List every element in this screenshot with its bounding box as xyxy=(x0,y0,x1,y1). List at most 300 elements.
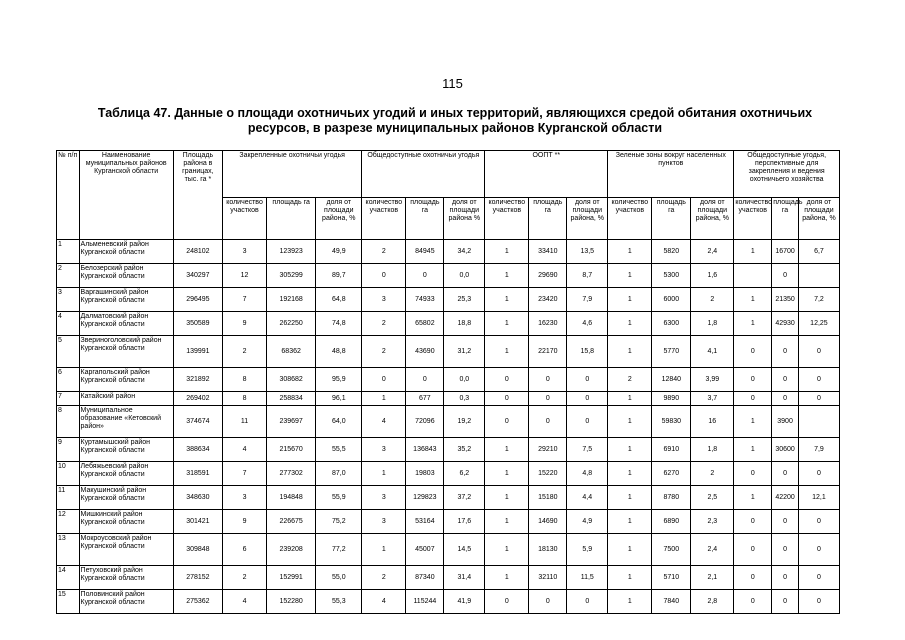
table-cell: 1,8 xyxy=(691,312,734,336)
table-cell: 12 xyxy=(222,264,266,288)
table-cell: 45007 xyxy=(406,534,444,566)
table-cell: 29690 xyxy=(529,264,567,288)
subheader-cell: доля от площади района % xyxy=(444,198,485,240)
table-cell: 0 xyxy=(798,510,839,534)
district-name: Лебяжьевский район Курганской области xyxy=(79,462,173,486)
table-cell: 35,2 xyxy=(444,438,485,462)
table-cell: 0,0 xyxy=(444,264,485,288)
district-name: Куртамышский район Курганской области xyxy=(79,438,173,462)
table-cell: 64,0 xyxy=(316,406,362,438)
table-cell: 3900 xyxy=(772,406,799,438)
table-cell: 0 xyxy=(567,368,608,392)
table-cell: 5300 xyxy=(652,264,691,288)
table-row xyxy=(57,534,840,566)
district-name: Мишкинский район Курганской области xyxy=(79,510,173,534)
row-number: 1 xyxy=(57,240,80,264)
row-number: 2 xyxy=(57,264,80,288)
table-cell: 215670 xyxy=(267,438,316,462)
table-cell: 1,8 xyxy=(691,438,734,462)
table-cell: 1 xyxy=(734,486,772,510)
table-cell: 2 xyxy=(608,368,652,392)
table-cell: 87,0 xyxy=(316,462,362,486)
table-cell: 6 xyxy=(222,534,266,566)
table-cell: 2 xyxy=(222,566,266,590)
table-cell: 1 xyxy=(608,406,652,438)
table-cell: 7,2 xyxy=(798,288,839,312)
table-cell: 1 xyxy=(608,392,652,406)
table-cell: 3 xyxy=(222,486,266,510)
table-cell: 0 xyxy=(772,534,799,566)
table-cell: 5770 xyxy=(652,336,691,368)
table-cell: 31,2 xyxy=(444,336,485,368)
table-cell: 4,1 xyxy=(691,336,734,368)
header-group-green-zones: Зеленые зоны вокруг населенных пунктов xyxy=(608,151,734,198)
table-cell: 2 xyxy=(362,566,406,590)
table-cell: 2,4 xyxy=(691,534,734,566)
table-cell: 0 xyxy=(734,392,772,406)
subheader-cell: площадь га xyxy=(652,198,691,240)
table-cell: 1 xyxy=(362,392,406,406)
table-cell: 16 xyxy=(691,406,734,438)
table-cell: 0 xyxy=(772,368,799,392)
table-cell: 19,2 xyxy=(444,406,485,438)
table-cell: 194848 xyxy=(267,486,316,510)
table-cell: 3 xyxy=(362,486,406,510)
subheader-cell: площадь га xyxy=(406,198,444,240)
row-number: 11 xyxy=(57,486,80,510)
table-cell: 41,9 xyxy=(444,590,485,614)
table-cell: 1 xyxy=(485,312,529,336)
table-cell: 0 xyxy=(798,590,839,614)
table-cell: 136843 xyxy=(406,438,444,462)
table-cell: 6,2 xyxy=(444,462,485,486)
table-title xyxy=(60,106,850,136)
district-area: 350589 xyxy=(173,312,222,336)
table-cell: 7 xyxy=(222,462,266,486)
district-name: Звериноголовский район Курганской области xyxy=(79,336,173,368)
row-number: 3 xyxy=(57,288,80,312)
table-cell: 21350 xyxy=(772,288,799,312)
subheader-cell: площадь га xyxy=(772,198,799,240)
subheader-cell: количество участков xyxy=(734,198,772,240)
table-cell: 1 xyxy=(485,336,529,368)
page-number: 115 xyxy=(442,76,463,91)
table-cell: 42200 xyxy=(772,486,799,510)
table-cell: 13,5 xyxy=(567,240,608,264)
table-cell: 0 xyxy=(567,392,608,406)
district-area: 318591 xyxy=(173,462,222,486)
table-cell: 2 xyxy=(691,288,734,312)
district-area: 139991 xyxy=(173,336,222,368)
table-cell: 8,7 xyxy=(567,264,608,288)
subheader-cell: количество участков xyxy=(222,198,266,240)
table-cell: 0 xyxy=(485,590,529,614)
table-cell: 4,6 xyxy=(567,312,608,336)
table-cell: 7,5 xyxy=(567,438,608,462)
table-title-line2: ресурсов, в разрезе муниципальных районов Курганской области xyxy=(247,121,663,135)
table-cell: 77,2 xyxy=(316,534,362,566)
table-cell: 0 xyxy=(734,566,772,590)
table-cell: 0 xyxy=(798,566,839,590)
table-cell: 152280 xyxy=(267,590,316,614)
table-cell: 4 xyxy=(362,406,406,438)
district-area: 278152 xyxy=(173,566,222,590)
table-cell: 1 xyxy=(734,288,772,312)
table-cell: 0 xyxy=(798,336,839,368)
table-cell: 7500 xyxy=(652,534,691,566)
table-cell: 48,8 xyxy=(316,336,362,368)
table-row xyxy=(57,336,840,368)
table-cell: 0 xyxy=(485,392,529,406)
subheader-cell: количество участков xyxy=(362,198,406,240)
table-cell: 0 xyxy=(734,368,772,392)
table-cell: 0 xyxy=(772,590,799,614)
row-number: 13 xyxy=(57,534,80,566)
table-cell: 68362 xyxy=(267,336,316,368)
table-cell: 0 xyxy=(406,264,444,288)
table-cell: 1 xyxy=(608,288,652,312)
header-group-prospective: Общедоступные угодья, перспективные для закрепления и ведения охотничьего хозяйства xyxy=(734,151,840,198)
table-cell: 96,1 xyxy=(316,392,362,406)
table-cell: 0 xyxy=(485,406,529,438)
table-cell: 0 xyxy=(772,392,799,406)
table-cell: 0 xyxy=(734,336,772,368)
table-cell: 2,3 xyxy=(691,510,734,534)
table-cell: 34,2 xyxy=(444,240,485,264)
table-cell: 72096 xyxy=(406,406,444,438)
table-cell: 1 xyxy=(608,590,652,614)
header-name: Наименование муниципальных районов Курганской области xyxy=(79,151,173,240)
table-cell: 0 xyxy=(734,590,772,614)
table-cell: 2,5 xyxy=(691,486,734,510)
table-cell: 7 xyxy=(222,288,266,312)
district-area: 275362 xyxy=(173,590,222,614)
table-cell: 2,8 xyxy=(691,590,734,614)
table-cell: 1 xyxy=(734,438,772,462)
district-name: Петуховский район Курганской области xyxy=(79,566,173,590)
table-cell: 3 xyxy=(362,288,406,312)
table-cell: 17,6 xyxy=(444,510,485,534)
row-number: 7 xyxy=(57,392,80,406)
table-cell: 1 xyxy=(362,462,406,486)
table-cell: 42930 xyxy=(772,312,799,336)
row-number: 5 xyxy=(57,336,80,368)
table-cell: 1 xyxy=(734,312,772,336)
table-cell: 87340 xyxy=(406,566,444,590)
table-cell: 19803 xyxy=(406,462,444,486)
table-cell: 0 xyxy=(734,534,772,566)
table-cell: 6,7 xyxy=(798,240,839,264)
table-cell: 6270 xyxy=(652,462,691,486)
table-cell: 8780 xyxy=(652,486,691,510)
district-name: Варгашинский район Курганской области xyxy=(79,288,173,312)
district-name: Далматовский район Курганской области xyxy=(79,312,173,336)
table-cell: 0 xyxy=(362,264,406,288)
table-cell: 0 xyxy=(362,368,406,392)
table-cell: 2 xyxy=(362,336,406,368)
district-area: 388634 xyxy=(173,438,222,462)
table-cell: 0,0 xyxy=(444,368,485,392)
table-cell: 29210 xyxy=(529,438,567,462)
table-cell: 2 xyxy=(222,336,266,368)
table-cell: 18130 xyxy=(529,534,567,566)
table-cell: 677 xyxy=(406,392,444,406)
district-name: Муниципальное образование «Кетовский район» xyxy=(79,406,173,438)
table-cell: 1 xyxy=(485,486,529,510)
table-cell: 1 xyxy=(485,462,529,486)
table-cell: 192168 xyxy=(267,288,316,312)
table-cell: 258834 xyxy=(267,392,316,406)
table-cell: 9890 xyxy=(652,392,691,406)
header-num: № п/п xyxy=(57,151,80,240)
table-cell: 4,4 xyxy=(567,486,608,510)
table-cell: 1 xyxy=(608,336,652,368)
district-area: 301421 xyxy=(173,510,222,534)
table-cell: 16700 xyxy=(772,240,799,264)
table-cell: 1 xyxy=(485,288,529,312)
table-cell: 59830 xyxy=(652,406,691,438)
header-area: Площадь района в границах, тыс. га * xyxy=(173,151,222,240)
table-cell: 2 xyxy=(691,462,734,486)
table-cell: 8 xyxy=(222,368,266,392)
table-cell xyxy=(734,264,772,288)
table-cell: 11,5 xyxy=(567,566,608,590)
table-cell: 0 xyxy=(734,462,772,486)
table-cell: 152991 xyxy=(267,566,316,590)
table-cell: 0 xyxy=(567,406,608,438)
table-cell: 1 xyxy=(608,264,652,288)
table-cell: 1 xyxy=(608,486,652,510)
table-cell: 239697 xyxy=(267,406,316,438)
district-name: Половинский район Курганской области xyxy=(79,590,173,614)
table-cell: 1 xyxy=(734,406,772,438)
district-area: 248102 xyxy=(173,240,222,264)
table-cell: 4,9 xyxy=(567,510,608,534)
header-group-assigned: Закрепленные охотничьи угодья xyxy=(222,151,361,198)
table-cell: 1 xyxy=(608,312,652,336)
subheader-cell: доля от площади района, % xyxy=(798,198,839,240)
subheader-cell: доля от площади района, % xyxy=(316,198,362,240)
table-row xyxy=(57,462,840,486)
district-area: 296495 xyxy=(173,288,222,312)
table-cell: 75,2 xyxy=(316,510,362,534)
table-cell: 6300 xyxy=(652,312,691,336)
table-cell: 0 xyxy=(529,368,567,392)
table-cell: 25,3 xyxy=(444,288,485,312)
table-cell: 12,25 xyxy=(798,312,839,336)
table-row xyxy=(57,240,840,264)
district-name: Каргапольский район Курганской области xyxy=(79,368,173,392)
table-title-line1: Таблица 47. Данные о площади охотничьих угодий и иных территорий, являющихся средой обитания охотничьих xyxy=(97,106,813,120)
table-cell: 1 xyxy=(608,240,652,264)
table-cell: 129823 xyxy=(406,486,444,510)
table-cell: 4,8 xyxy=(567,462,608,486)
table-cell: 12,1 xyxy=(798,486,839,510)
row-number: 6 xyxy=(57,368,80,392)
table-cell: 0 xyxy=(798,392,839,406)
table-cell: 0 xyxy=(798,462,839,486)
table-cell: 32110 xyxy=(529,566,567,590)
table-cell: 65802 xyxy=(406,312,444,336)
district-area: 374674 xyxy=(173,406,222,438)
district-name: Макушинский район Курганской области xyxy=(79,486,173,510)
table-cell: 31,4 xyxy=(444,566,485,590)
table-cell: 16230 xyxy=(529,312,567,336)
table-cell: 55,9 xyxy=(316,486,362,510)
table-cell: 15,8 xyxy=(567,336,608,368)
table-cell: 8 xyxy=(222,392,266,406)
table-row xyxy=(57,312,840,336)
district-name: Катайский район xyxy=(79,392,173,406)
table-cell: 5,9 xyxy=(567,534,608,566)
table-cell: 0 xyxy=(406,368,444,392)
table-cell: 2,1 xyxy=(691,566,734,590)
table-cell: 15220 xyxy=(529,462,567,486)
table-cell: 22170 xyxy=(529,336,567,368)
table-cell: 4 xyxy=(222,438,266,462)
table-cell: 1 xyxy=(485,438,529,462)
district-name: Мокроусовский район Курганской области xyxy=(79,534,173,566)
table-cell: 0 xyxy=(798,534,839,566)
table-cell: 9 xyxy=(222,312,266,336)
table-cell: 0 xyxy=(529,406,567,438)
table-cell: 6890 xyxy=(652,510,691,534)
table-cell: 0 xyxy=(567,590,608,614)
district-area: 321892 xyxy=(173,368,222,392)
table-cell: 277302 xyxy=(267,462,316,486)
row-number: 14 xyxy=(57,566,80,590)
table-row xyxy=(57,392,840,406)
table-cell: 89,7 xyxy=(316,264,362,288)
table-cell: 95,9 xyxy=(316,368,362,392)
table-cell: 7,9 xyxy=(798,438,839,462)
table-cell: 15180 xyxy=(529,486,567,510)
district-area: 348630 xyxy=(173,486,222,510)
row-number: 10 xyxy=(57,462,80,486)
table-cell: 305299 xyxy=(267,264,316,288)
table-cell: 2 xyxy=(362,312,406,336)
table-cell: 7840 xyxy=(652,590,691,614)
table-cell: 23420 xyxy=(529,288,567,312)
table-cell: 0 xyxy=(772,336,799,368)
hunting-grounds-table xyxy=(56,150,840,614)
table-row xyxy=(57,264,840,288)
table-cell: 4 xyxy=(222,590,266,614)
table-cell: 14690 xyxy=(529,510,567,534)
table-cell: 1 xyxy=(485,566,529,590)
table-cell: 1 xyxy=(608,566,652,590)
table-cell: 49,9 xyxy=(316,240,362,264)
table-cell: 0 xyxy=(772,566,799,590)
table-cell: 2 xyxy=(362,240,406,264)
table-cell: 0 xyxy=(772,510,799,534)
table-cell: 115244 xyxy=(406,590,444,614)
table-cell: 1 xyxy=(608,534,652,566)
table-row xyxy=(57,438,840,462)
subheader-cell: количество участков xyxy=(485,198,529,240)
table-cell: 9 xyxy=(222,510,266,534)
table-cell: 1 xyxy=(485,510,529,534)
table-cell: 74,8 xyxy=(316,312,362,336)
district-area: 269402 xyxy=(173,392,222,406)
table-cell: 262250 xyxy=(267,312,316,336)
table-cell: 0 xyxy=(772,264,799,288)
table-cell: 37,2 xyxy=(444,486,485,510)
table-cell: 18,8 xyxy=(444,312,485,336)
table-cell: 11 xyxy=(222,406,266,438)
table-cell: 0 xyxy=(529,590,567,614)
table-cell: 1,6 xyxy=(691,264,734,288)
subheader-cell: доля от площади района, % xyxy=(567,198,608,240)
table-row xyxy=(57,288,840,312)
table-cell: 239208 xyxy=(267,534,316,566)
table-cell: 1 xyxy=(485,264,529,288)
table-cell: 0,3 xyxy=(444,392,485,406)
table-cell: 1 xyxy=(734,240,772,264)
table-cell: 55,0 xyxy=(316,566,362,590)
district-area: 309848 xyxy=(173,534,222,566)
table-cell: 5710 xyxy=(652,566,691,590)
table-cell: 64,8 xyxy=(316,288,362,312)
table-row xyxy=(57,590,840,614)
table-row xyxy=(57,510,840,534)
table-row xyxy=(57,486,840,510)
row-number: 8 xyxy=(57,406,80,438)
table-cell: 123923 xyxy=(267,240,316,264)
table-cell: 0 xyxy=(772,462,799,486)
table-cell: 3,7 xyxy=(691,392,734,406)
subheader-cell: доля от площади района, % xyxy=(691,198,734,240)
table-cell: 0 xyxy=(485,368,529,392)
table-cell: 74933 xyxy=(406,288,444,312)
subheader-cell: площадь га xyxy=(267,198,316,240)
header-group-oopt: ООПТ ** xyxy=(485,151,608,198)
table-cell: 12840 xyxy=(652,368,691,392)
district-area: 340297 xyxy=(173,264,222,288)
table-cell: 3 xyxy=(222,240,266,264)
district-name: Альменевский район Курганской области xyxy=(79,240,173,264)
table-cell xyxy=(798,264,839,288)
row-number: 15 xyxy=(57,590,80,614)
table-cell: 14,5 xyxy=(444,534,485,566)
table-cell: 0 xyxy=(734,510,772,534)
table-row xyxy=(57,406,840,438)
table-cell: 308682 xyxy=(267,368,316,392)
table-cell: 1 xyxy=(485,534,529,566)
table-cell: 84945 xyxy=(406,240,444,264)
table-cell: 5820 xyxy=(652,240,691,264)
table-cell: 30600 xyxy=(772,438,799,462)
table-row xyxy=(57,368,840,392)
table-cell: 6910 xyxy=(652,438,691,462)
row-number: 12 xyxy=(57,510,80,534)
table-cell: 55,3 xyxy=(316,590,362,614)
table-cell: 3 xyxy=(362,438,406,462)
row-number: 4 xyxy=(57,312,80,336)
table-cell: 4 xyxy=(362,590,406,614)
table-cell: 226675 xyxy=(267,510,316,534)
subheader-cell: количество участков xyxy=(608,198,652,240)
table-cell: 1 xyxy=(485,240,529,264)
table-cell: 43690 xyxy=(406,336,444,368)
row-number: 9 xyxy=(57,438,80,462)
table-cell xyxy=(798,406,839,438)
table-row xyxy=(57,566,840,590)
table-cell: 7,9 xyxy=(567,288,608,312)
table-cell: 3,99 xyxy=(691,368,734,392)
table-cell: 33410 xyxy=(529,240,567,264)
header-group-public: Общедоступные охотничьи угодья xyxy=(362,151,485,198)
